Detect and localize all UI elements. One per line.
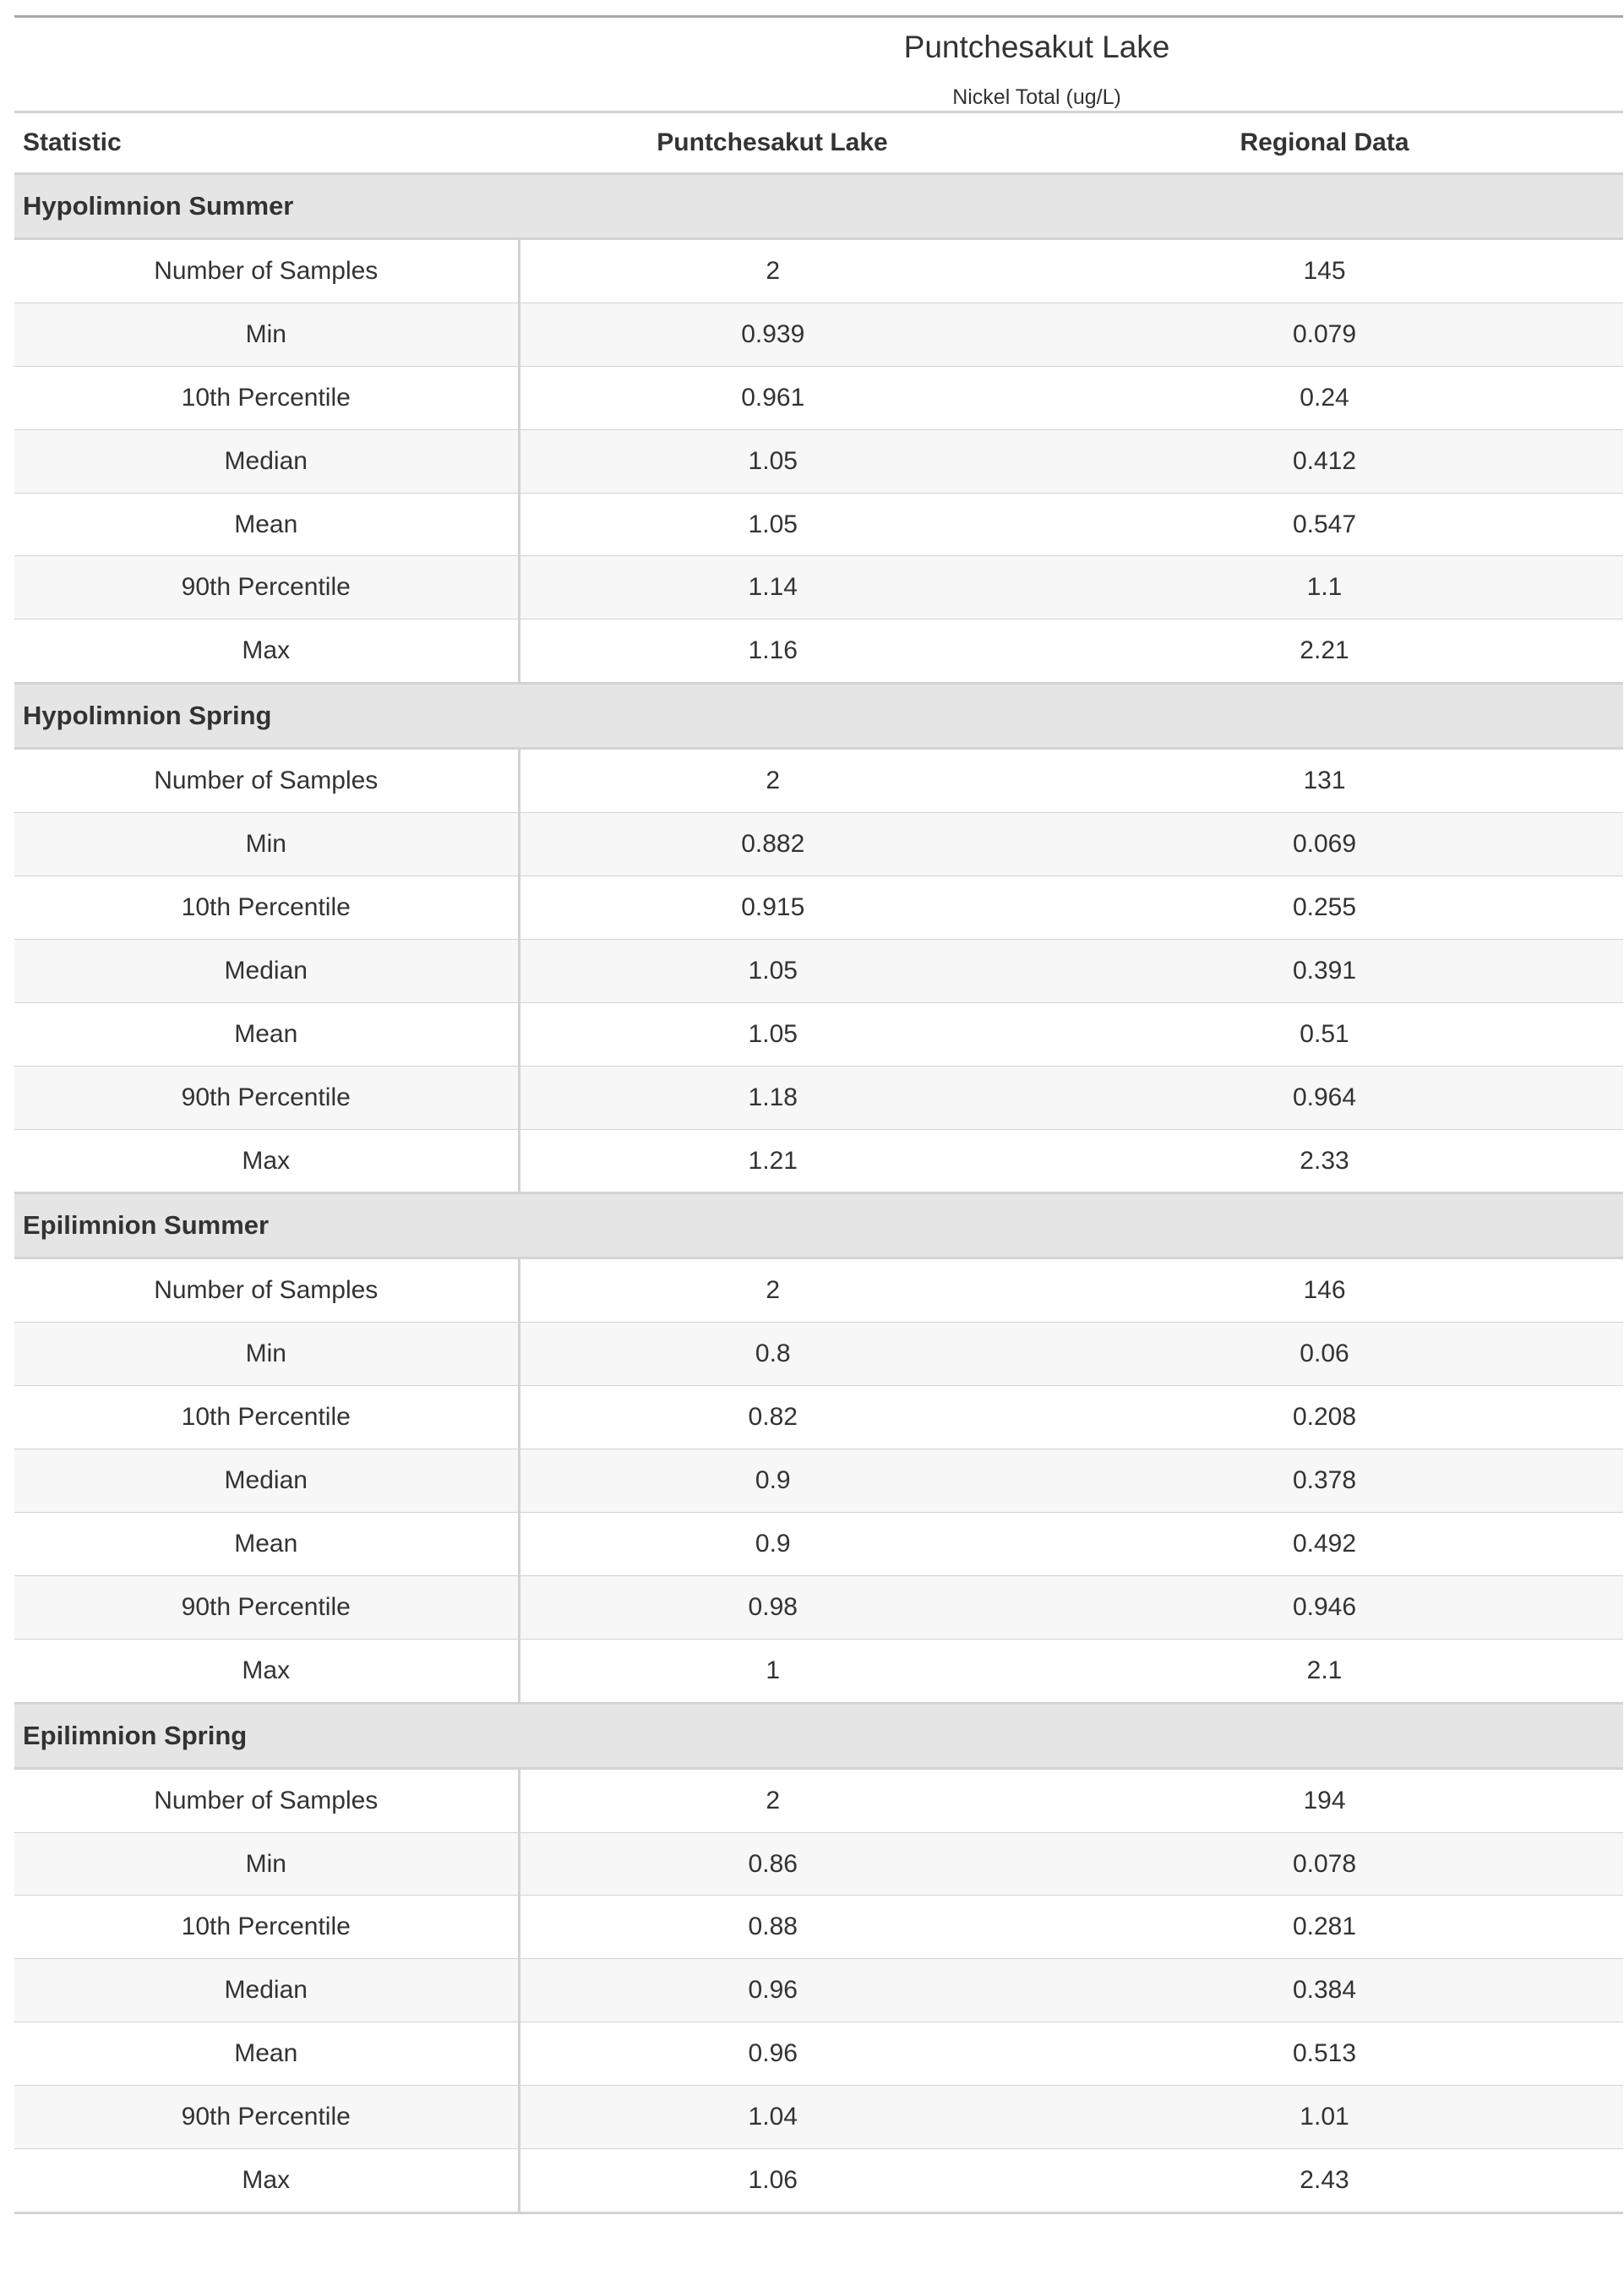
lake-value-cell: 2	[519, 239, 1026, 303]
table-row	[14, 2022, 1623, 2086]
regional-value-cell: 1.01	[1026, 2086, 1623, 2149]
statistic-cell: Max	[14, 1129, 519, 1193]
regional-value-cell: 0.078	[1026, 1832, 1623, 1896]
regional-value-cell: 0.208	[1026, 1386, 1623, 1449]
statistic-cell: Median	[14, 429, 519, 493]
regional-value-cell: 0.513	[1026, 2022, 1623, 2086]
statistic-cell: 90th Percentile	[14, 1066, 519, 1129]
table-row	[14, 1832, 1623, 1896]
statistic-cell: Mean	[14, 1002, 519, 1066]
table-row	[14, 1768, 1623, 1832]
group-header-row	[14, 1703, 1623, 1768]
lake-value-cell: 0.88	[519, 1896, 1026, 1959]
regional-value-cell: 145	[1026, 239, 1623, 303]
regional-value-cell: 2.1	[1026, 1639, 1623, 1703]
regional-value-cell: 0.255	[1026, 876, 1623, 940]
lake-value-cell: 1.05	[519, 493, 1026, 556]
column-header-row	[14, 112, 1623, 174]
regional-value-cell: 0.06	[1026, 1323, 1623, 1386]
regional-value-cell: 0.391	[1026, 939, 1623, 1002]
statistic-cell: Number of Samples	[14, 749, 519, 813]
table-row	[14, 1002, 1623, 1066]
regional-value-cell: 0.964	[1026, 1066, 1623, 1129]
regional-value-cell: 0.281	[1026, 1896, 1623, 1959]
lake-value-cell: 0.82	[519, 1386, 1026, 1449]
table-row	[14, 303, 1623, 366]
statistics-table	[14, 15, 1623, 2214]
lake-value-cell: 0.882	[519, 813, 1026, 876]
statistic-cell: Max	[14, 1639, 519, 1703]
statistic-cell: Mean	[14, 1513, 519, 1576]
statistic-cell: 10th Percentile	[14, 366, 519, 429]
statistic-cell: Min	[14, 813, 519, 876]
lake-value-cell: 0.961	[519, 366, 1026, 429]
table-row	[14, 619, 1623, 684]
regional-value-cell: 2.33	[1026, 1129, 1623, 1193]
regional-value-cell: 0.24	[1026, 366, 1623, 429]
lake-value-cell: 0.96	[519, 2022, 1026, 2086]
statistic-cell: Min	[14, 1832, 519, 1896]
statistic-cell: Mean	[14, 2022, 519, 2086]
statistic-cell: 10th Percentile	[14, 1386, 519, 1449]
lake-value-cell: 0.939	[519, 303, 1026, 366]
regional-value-cell: 1.1	[1026, 556, 1623, 619]
group-header-label: Hypolimnion Spring	[14, 684, 1623, 749]
group-header-row	[14, 1193, 1623, 1258]
table-row	[14, 556, 1623, 619]
statistic-cell: 90th Percentile	[14, 556, 519, 619]
table-row	[14, 1575, 1623, 1639]
column-header-regional-label: Regional Data	[1240, 128, 1409, 156]
column-header-lake	[519, 112, 1026, 174]
regional-value-cell: 0.069	[1026, 813, 1623, 876]
regional-value-cell: 0.492	[1026, 1513, 1623, 1576]
lake-value-cell: 0.915	[519, 876, 1026, 940]
group-header-row	[14, 684, 1623, 749]
lake-value-cell: 1.05	[519, 939, 1026, 1002]
table-row	[14, 1129, 1623, 1193]
column-header-regional	[1026, 112, 1623, 174]
regional-value-cell: 146	[1026, 1258, 1623, 1323]
table-row	[14, 1258, 1623, 1323]
lake-value-cell: 0.9	[519, 1449, 1026, 1513]
statistic-cell: Number of Samples	[14, 239, 519, 303]
lake-value-cell: 2	[519, 749, 1026, 813]
lake-value-cell: 0.8	[519, 1323, 1026, 1386]
lake-value-cell: 0.9	[519, 1513, 1026, 1576]
statistic-cell: 10th Percentile	[14, 1896, 519, 1959]
table-row	[14, 749, 1623, 813]
statistic-cell: Median	[14, 939, 519, 1002]
group-header-label: Hypolimnion Summer	[14, 174, 1623, 239]
table-row	[14, 1896, 1623, 1959]
table-row	[14, 2149, 1623, 2213]
table-body	[14, 174, 1623, 2213]
regional-value-cell: 0.378	[1026, 1449, 1623, 1513]
summary-table-container	[14, 15, 1623, 2214]
group-header-row	[14, 174, 1623, 239]
table-row	[14, 1323, 1623, 1386]
lake-value-cell: 0.96	[519, 1959, 1026, 2022]
statistic-cell: Mean	[14, 493, 519, 556]
regional-value-cell: 131	[1026, 749, 1623, 813]
lake-value-cell: 0.86	[519, 1832, 1026, 1896]
table-row	[14, 1959, 1623, 2022]
regional-value-cell: 0.946	[1026, 1575, 1623, 1639]
table-row	[14, 813, 1623, 876]
table-row	[14, 1449, 1623, 1513]
table-row	[14, 429, 1623, 493]
statistic-cell: 90th Percentile	[14, 1575, 519, 1639]
regional-value-cell: 0.547	[1026, 493, 1623, 556]
table-row	[14, 2086, 1623, 2149]
group-header-label: Epilimnion Spring	[14, 1703, 1623, 1768]
table-row	[14, 1066, 1623, 1129]
statistic-cell: Number of Samples	[14, 1258, 519, 1323]
table-row	[14, 493, 1623, 556]
regional-value-cell: 194	[1026, 1768, 1623, 1832]
regional-value-cell: 0.079	[1026, 303, 1623, 366]
table-row	[14, 876, 1623, 940]
table-title: Puntchesakut Lake	[903, 30, 1170, 64]
table-row	[14, 939, 1623, 1002]
lake-value-cell: 1.05	[519, 429, 1026, 493]
table-row	[14, 239, 1623, 303]
lake-value-cell: 2	[519, 1768, 1026, 1832]
statistic-cell: 10th Percentile	[14, 876, 519, 940]
lake-value-cell: 2	[519, 1258, 1026, 1323]
lake-value-cell: 1	[519, 1639, 1026, 1703]
column-header-lake-label: Puntchesakut Lake	[657, 128, 888, 156]
statistic-cell: 90th Percentile	[14, 2086, 519, 2149]
statistic-cell: Min	[14, 1323, 519, 1386]
statistic-cell: Max	[14, 619, 519, 684]
table-row	[14, 1513, 1623, 1576]
group-header-label: Epilimnion Summer	[14, 1193, 1623, 1258]
lake-value-cell: 1.21	[519, 1129, 1026, 1193]
lake-value-cell: 0.98	[519, 1575, 1026, 1639]
table-row	[14, 1639, 1623, 1703]
statistic-cell: Median	[14, 1959, 519, 2022]
column-header-statistic: Statistic	[14, 112, 519, 174]
lake-value-cell: 1.06	[519, 2149, 1026, 2213]
statistic-cell: Min	[14, 303, 519, 366]
lake-value-cell: 1.18	[519, 1066, 1026, 1129]
table-row	[14, 366, 1623, 429]
table-title-row	[14, 17, 1623, 112]
statistic-cell: Number of Samples	[14, 1768, 519, 1832]
regional-value-cell: 2.43	[1026, 2149, 1623, 2213]
statistic-cell: Median	[14, 1449, 519, 1513]
regional-value-cell: 0.51	[1026, 1002, 1623, 1066]
regional-value-cell: 2.21	[1026, 619, 1623, 684]
table-row	[14, 1386, 1623, 1449]
statistic-cell: Max	[14, 2149, 519, 2213]
lake-value-cell: 1.05	[519, 1002, 1026, 1066]
regional-value-cell: 0.412	[1026, 429, 1623, 493]
lake-value-cell: 1.16	[519, 619, 1026, 684]
lake-value-cell: 1.14	[519, 556, 1026, 619]
table-subtitle: Nickel Total (ug/L)	[952, 85, 1121, 109]
table-title-cell	[14, 17, 1623, 112]
regional-value-cell: 0.384	[1026, 1959, 1623, 2022]
lake-value-cell: 1.04	[519, 2086, 1026, 2149]
